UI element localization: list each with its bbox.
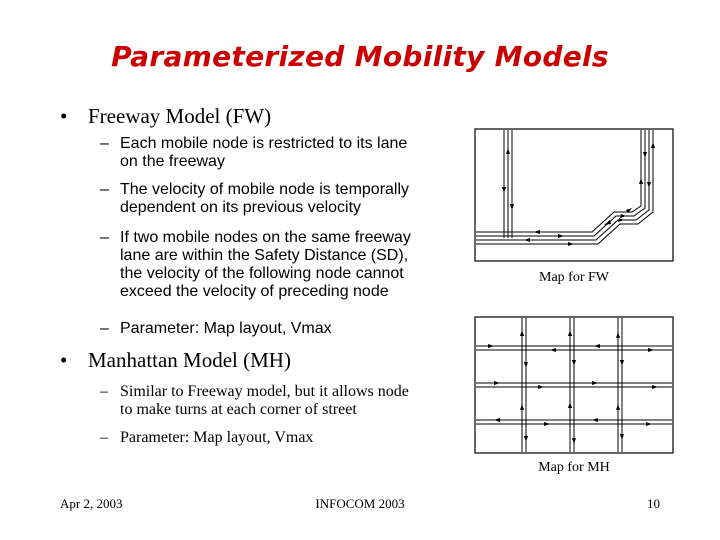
mh-point-line: to make turns at each corner of street [120, 401, 357, 418]
fw-map-caption: Map for FW [539, 270, 609, 285]
fw-point-line: dependent on its previous velocity [120, 199, 362, 216]
mh-map [474, 316, 674, 454]
slide-title: Parameterized Mobility Models [111, 40, 609, 73]
bullet-dot: • [60, 104, 68, 128]
fw-point-line: the velocity of the following node cannot [120, 265, 404, 282]
fw-point-line: If two mobile nodes on the same freeway [120, 229, 411, 246]
fw-point-line: Parameter: Map layout, Vmax [120, 320, 332, 337]
footer-conference: INFOCOM 2003 [315, 496, 405, 511]
fw-point-line: The velocity of mobile node is temporally [120, 181, 410, 198]
mh-heading: Manhattan Model (MH) [88, 348, 291, 372]
fw-point-line: Each mobile node is restricted to its lane [120, 135, 408, 152]
fw-heading: Freeway Model (FW) [88, 104, 272, 128]
footer-date: Apr 2, 2003 [60, 496, 123, 511]
mh-point-line: Similar to Freeway model, but it allows node [120, 383, 409, 400]
fw-point-line: exceed the velocity of preceding node [120, 283, 389, 300]
mh-map-caption: Map for MH [538, 460, 610, 475]
bullet-dot: • [60, 348, 68, 372]
fw-point-line: on the freeway [120, 153, 225, 170]
fw-map [474, 128, 674, 262]
fw-point-line: lane are within the Safety Distance (SD), [120, 247, 409, 264]
footer-page-number: 10 [647, 496, 660, 511]
mh-point-line: Parameter: Map layout, Vmax [120, 429, 314, 446]
